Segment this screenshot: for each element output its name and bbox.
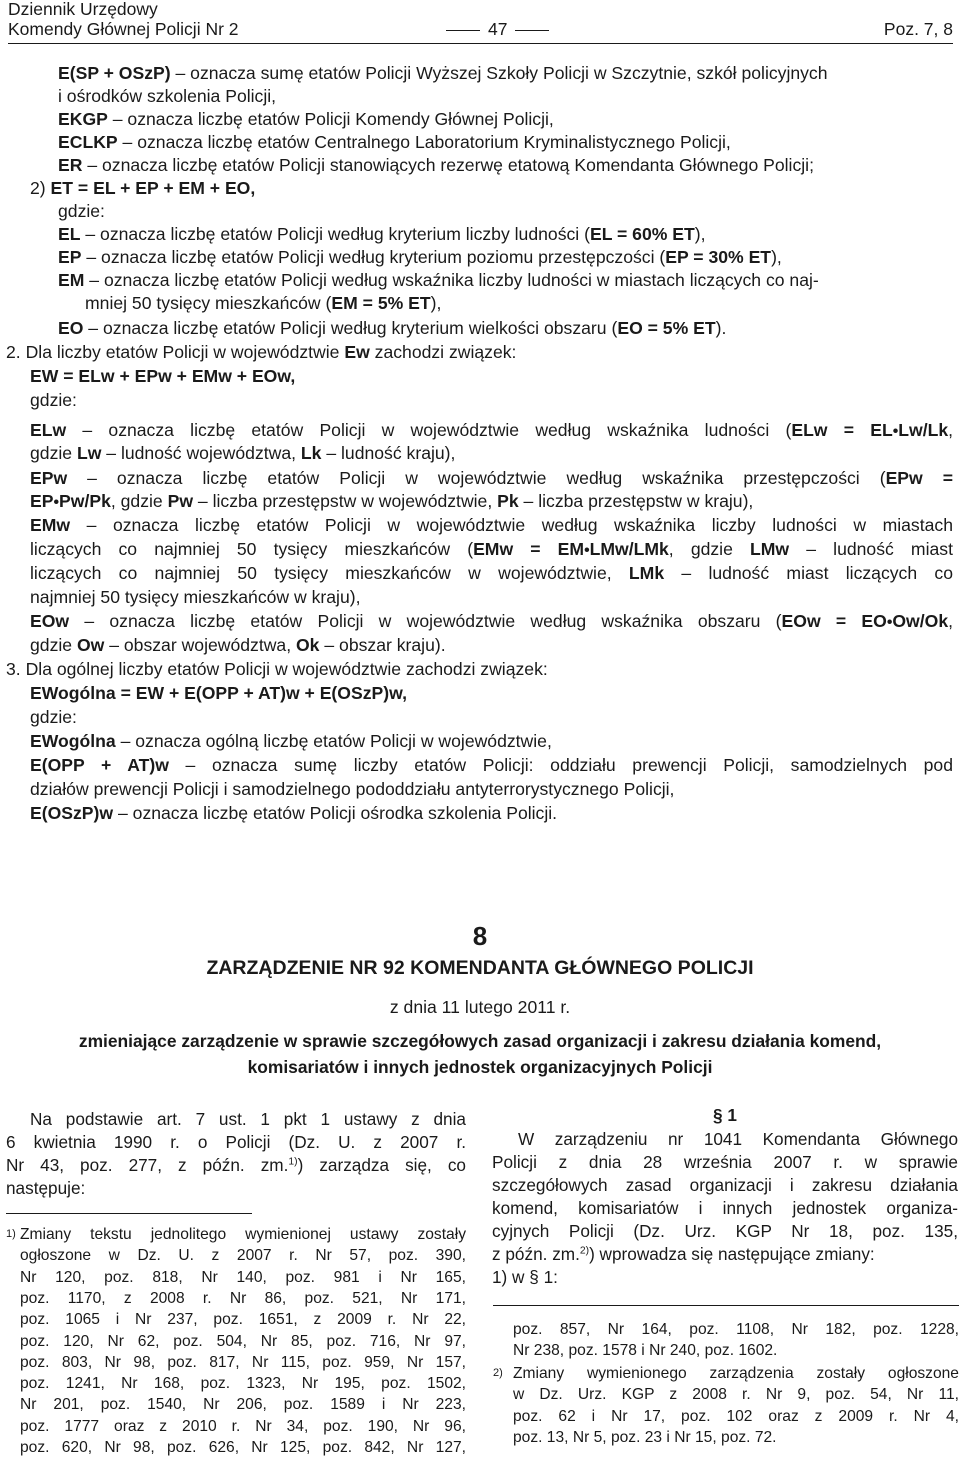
preamble-line: następuje: [6,1178,86,1198]
definition-eow: EOw – oznacza liczbę etatów Policji w województwie według wskaźnika obszaru (EOw = EO•Ow/Ok, [30,611,953,631]
body-line: komend, komisariatów i innych jednostek organiza- [492,1198,958,1218]
regulation-subtitle-line-1: zmieniające zarządzenie w sprawie szczegółowych zasad organizacji i zakresu działania komend, [78,1031,882,1051]
footnote-line: poz. 857, Nr 164, poz. 1108, Nr 182, poz. 1228, [513,1321,959,1338]
page-number: 47 [438,18,557,40]
definition-eo: EO – oznacza liczbę etatów Policji według kryterium wielkości obszaru (EO = 5% ET). [58,318,727,338]
footnote-rule [6,1213,252,1214]
preamble-line: Na podstawie art. 7 ust. 1 pkt 1 ustawy z dnia [30,1109,466,1129]
footnote-ref-2[interactable]: 2) [579,1245,590,1257]
footnote-line: w Dz. Urz. KGP z 2008 r. Nr 9, poz. 54, Nr 11, [513,1386,959,1404]
text-line: E(SP + OSzP) – oznacza sumę etatów Policji Wyższej Szkoły Policji w Szczytnie, szkół policyjnych [58,63,828,83]
definition-ep: EP – oznacza liczbę etatów Policji według kryterium poziomu przestępczości (EP = 30% ET), [58,247,782,267]
regulation-date: z dnia 11 lutego 2011 r. [389,997,571,1017]
footnote-line: poz. 62 i Nr 17, poz. 102 oraz z 2009 r. Nr 4, [513,1407,959,1425]
definition-epw-cont: EP•Pw/Pk, gdzie Pw – liczba przestępstw w województwie, Pk – liczba przestępstw w kraju), [30,491,754,511]
footnote-line: poz. 1170, z 2008 r. Nr 86, poz. 521, Nr 171, [20,1289,466,1307]
definition-eoppat-cont: działów prewencji Policji i samodzielnego pododdziału antyterrorystycznego Policji, [30,779,675,799]
body-line: szczegółowych zasad organizacji i zakresu działania [492,1175,958,1195]
footnote-mark: 2) [493,1367,503,1379]
section-3-gdzie: gdzie: [30,707,77,727]
footnote-line: Nr 201, poz. 1540, Nr 206, poz. 1589 i Nr 223, [20,1396,466,1414]
footnote-mark: 1) [6,1228,16,1240]
regulation-subtitle-line-2: komisariatów i innych jednostek organizacyjnych Policji [247,1057,713,1077]
footnote-line: poz. 120, Nr 62, poz. 504, Nr 85, poz. 716, Nr 97, [20,1332,466,1350]
section-2-formula: EW = ELw + EPw + EMw + EOw, [30,366,296,386]
regulation-title: ZARZĄDZENIE NR 92 KOMENDANTA GŁÓWNEGO POLICJI [206,957,754,979]
footnote-line: poz. 620, Nr 98, poz. 626, Nr 125, poz. 842, Nr 127, [20,1439,466,1456]
paragraph-number: § 1 [713,1105,737,1125]
definition-em-cont: mniej 50 tysięcy mieszkańców (EM = 5% ET), [85,293,442,313]
footnote-rule [493,1305,959,1306]
definition-emw-cont2: liczących co najmniej 50 tysięcy mieszkańców w województwie, LMk – ludność miast liczących co [30,563,954,583]
footnote-line: poz. 13, Nr 5, poz. 23 i Nr 15, poz. 72. [513,1428,777,1446]
definition-ewogolna: EWogólna – oznacza ogólną liczbę etatów Policji w województwie, [30,731,552,751]
section-3-intro: 3. Dla ogólnej liczby etatów Policji w województwie zachodzi związek: [6,659,548,679]
footnote-line: ogłoszone w Dz. U. z 2007 r. Nr 57, poz. 390, [20,1247,466,1265]
text-line: EKGP – oznacza liczbę etatów Policji Komendy Głównej Policji, [58,109,554,129]
position-number: Poz. 7, 8 [883,19,953,39]
definition-em: EM – oznacza liczbę etatów Policji według wskaźnika liczby ludności w miastach liczących co naj- [58,270,819,290]
text-line: i ośrodków szkolenia Policji, [58,86,277,106]
footnote-ref-1[interactable]: 1) [288,1156,298,1168]
formula-2: 2) ET = EL + EP + EM + EO, [30,178,256,198]
definition-eoszp: E(OSzP)w – oznacza liczbę etatów Policji ośrodka szkolenia Policji. [30,803,558,823]
definition-epw: EPw – oznacza liczbę etatów Policji w województwie według wskaźnika przestępczości (EPw = [30,468,953,488]
page-header [8,0,953,42]
text-line: ER – oznacza liczbę etatów Policji stanowiących rezerwę etatową Komendanta Głównego Policji; [58,155,814,175]
footnote-line: Nr 120, poz. 818, Nr 140, poz. 981 i Nr 165, [20,1268,466,1286]
gdzie-label: gdzie: [58,201,105,221]
section-3-formula: EWogólna = EW + E(OPP + AT)w + E(OSzP)w, [30,683,408,703]
footnote-line: Nr 238, poz. 1578 i Nr 240, poz. 1602. [513,1342,778,1360]
footnote-line: poz. 1241, Nr 168, poz. 1323, Nr 195, poz. 1502, [20,1375,466,1393]
definition-emw-cont3: najmniej 50 tysięcy mieszkańców w kraju), [30,587,361,607]
definition-el: EL – oznacza liczbę etatów Policji według kryterium liczby ludności (EL = 60% ET), [58,224,706,244]
body-line: cyjnych Policji (Dz. Urz. KGP Nr 18, poz. 135, [492,1221,958,1241]
body-line: Policji z dnia 28 września 2007 r. w sprawie [492,1152,958,1172]
preamble-line: 6 kwietnia 1990 r. o Policji (Dz. U. z 2007 r. [6,1132,466,1152]
text-line: ECLKP – oznacza liczbę etatów Centralnego Laboratorium Kryminalistycznego Policji, [58,132,731,152]
journal-name: Dziennik Urzędowy [8,0,158,19]
footnote-line: poz. 1065 i Nr 237, poz. 1651, z 2009 r. Nr 22, [20,1311,466,1329]
definition-eoppat: E(OPP + AT)w – oznacza sumę liczby etatów Policji: oddziału prewencji Policji, samodzielnych pod [30,755,953,775]
preamble-line: Nr 43, poz. 277, z późn. zm.$^{1)}$) zarządza się, co [6,1155,466,1175]
footnote-line: Zmiany wymienionego zarządzenia zostały ogłoszone [513,1365,959,1382]
issuer-name: Komendy Głównej Policji Nr 2 [8,19,239,39]
definition-emw-cont: liczących co najmniej 50 tysięcy mieszkańców (EMw = EM•LMw/LMk, gdzie LMw – ludność miast [30,539,953,559]
section-number: 8 [472,921,488,951]
definition-emw: EMw – oznacza liczbę etatów Policji w województwie według wskaźnika liczby ludności w miastach [30,515,953,535]
header-rule [8,43,953,44]
body-line: z późn. zm.$^{2)}$) wprowadza się następujące zmiany: [492,1244,875,1264]
body-line: W zarządzeniu nr 1041 Komendanta Głównego [518,1129,958,1149]
definition-elw-cont: gdzie Lw – ludność województwa, Lk – ludność kraju), [30,443,456,463]
definition-elw: ELw – oznacza liczbę etatów Policji w województwie według wskaźnika ludności (ELw = EL•Lw/Lk, [30,420,954,440]
list-item: 1) w § 1: [492,1267,558,1287]
definition-eow-cont: gdzie Ow – obszar województwa, Ok – obszar kraju). [30,635,446,655]
footnote-line: poz. 1777 oraz z 2010 r. Nr 34, poz. 190, Nr 96, [20,1417,466,1435]
section-2-gdzie: gdzie: [30,390,77,410]
section-2-intro: 2. Dla liczby etatów Policji w województwie Ew zachodzi związek: [6,342,517,362]
footnote-line: poz. 803, Nr 98, poz. 817, Nr 115, poz. 959, Nr 157, [20,1353,466,1371]
footnote-line: Zmiany tekstu jednolitego wymienionej ustawy zostały [20,1226,466,1243]
